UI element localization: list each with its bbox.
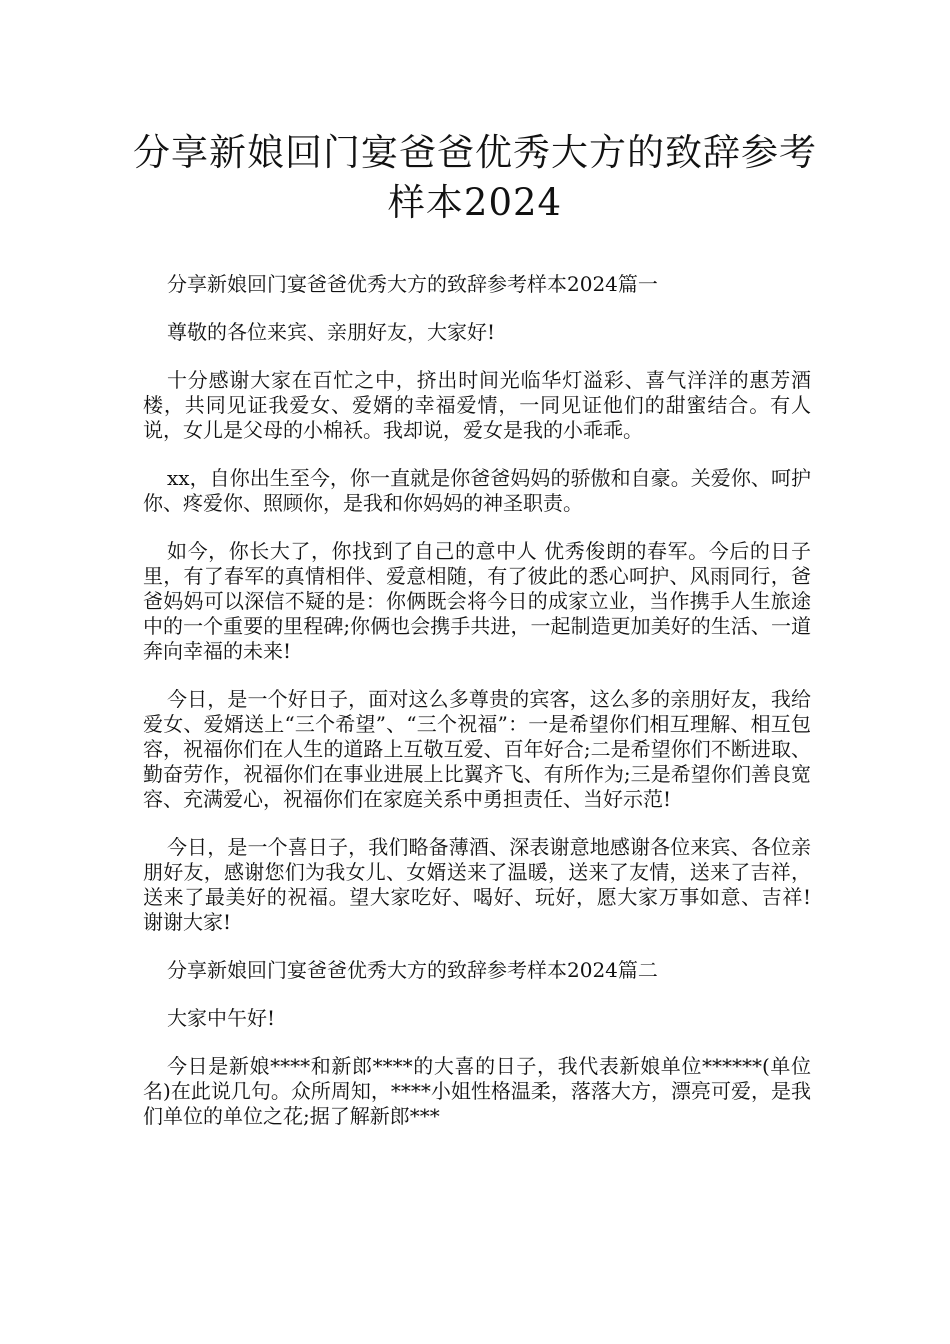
body-paragraph: 如今，你长大了，你找到了自己的意中人 优秀俊朗的春军。今后的日子里，有了春军的真情相伴、爱意相随，有了彼此的悉心呵护、风雨同行，爸爸妈妈可以深信不疑的是：你俩既会将今日的成家立业，当作携手人生旅途中的一个重要的里程碑;你俩也会携手共进，一起制造更加美好的生活、一道奔向幸福的未来! xyxy=(143,539,811,663)
section-heading-1: 分享新娘回门宴爸爸优秀大方的致辞参考样本2024篇一 xyxy=(167,272,658,296)
greeting-paragraph: 大家中午好! xyxy=(167,1006,276,1030)
body-paragraph: xx，自你出生至今，你一直就是你爸爸妈妈的骄傲和自豪。关爱你、呵护你、疼爱你、照顾你，是我和你妈妈的神圣职责。 xyxy=(143,466,811,515)
body-paragraph: 十分感谢大家在百忙之中，挤出时间光临华灯溢彩、喜气洋洋的惠芳酒楼，共同见证我爱女、爱婿的幸福爱情，一同见证他们的甜蜜结合。有人说，女儿是父母的小棉袄。我却说，爱女是我的小乖乖。 xyxy=(143,368,811,442)
document-title xyxy=(100,128,850,228)
greeting-paragraph: 尊敬的各位来宾、亲朋好友，大家好! xyxy=(167,320,496,344)
section-heading-2: 分享新娘回门宴爸爸优秀大方的致辞参考样本2024篇二 xyxy=(167,958,658,982)
title-line-2: 样本2024 xyxy=(387,181,563,224)
body-paragraph: 今日是新娘****和新郎****的大喜的日子，我代表新娘单位******(单位名)在此说几句。众所周知，****小姐性格温柔，落落大方，漂亮可爱，是我们单位的单位之花;据了解新郎*** xyxy=(143,1054,811,1128)
body-paragraph: 今日，是一个喜日子，我们略备薄酒、深表谢意地感谢各位来宾、各位亲朋好友，感谢您们为我女儿、女婿送来了温暖，送来了友情，送来了吉祥，送来了最美好的祝福。望大家吃好、喝好、玩好，愿大家万事如意、吉祥!谢谢大家! xyxy=(143,835,811,934)
document-body xyxy=(143,272,811,1152)
title-line-1: 分享新娘回门宴爸爸优秀大方的致辞参考 xyxy=(133,131,817,174)
body-paragraph: 今日，是一个好日子，面对这么多尊贵的宾客，这么多的亲朋好友，我给爱女、爱婿送上“三个希望”、“三个祝福”：一是希望你们相互理解、相互包容，祝福你们在人生的道路上互敬互爱、百年好合;二是希望你们不断进取、勤奋劳作，祝福你们在事业进展上比翼齐飞、有所作为;三是希望你们善良宽容、充满爱心，祝福你们在家庭关系中勇担责任、当好示范! xyxy=(143,687,811,811)
